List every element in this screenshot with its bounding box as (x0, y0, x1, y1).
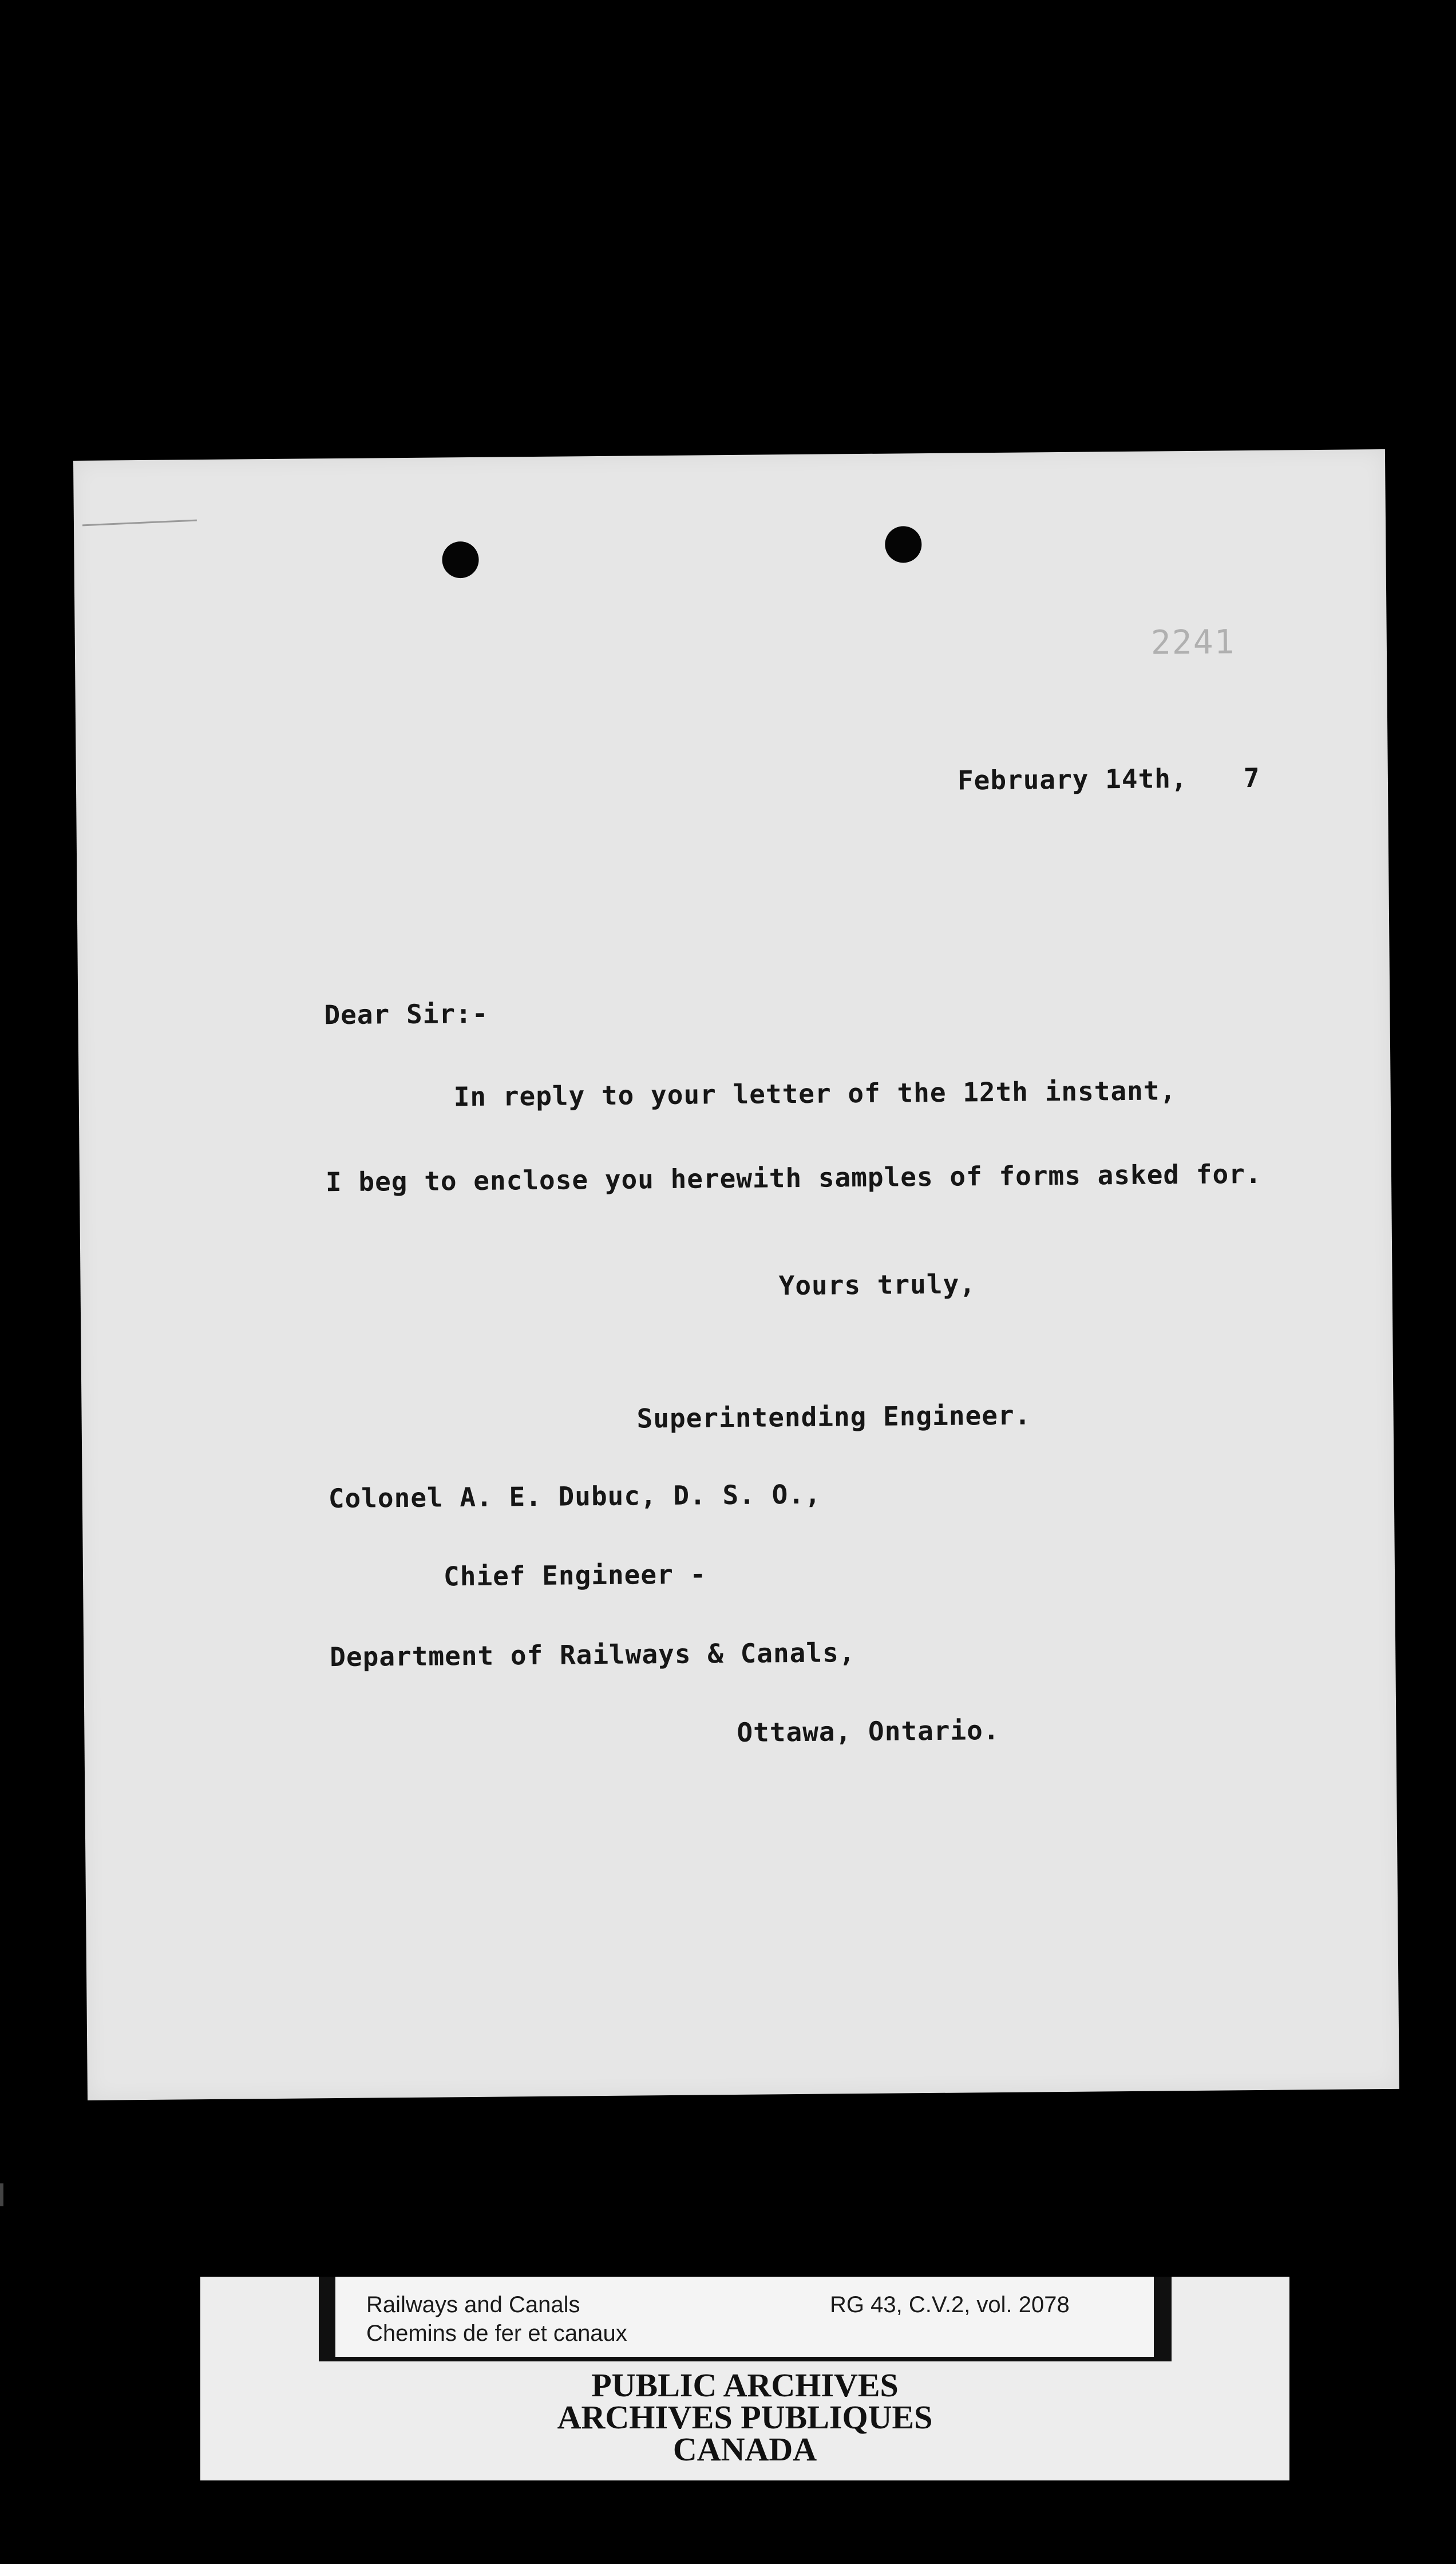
letter-date: February 14th, (957, 763, 1188, 796)
collection-name-fr: Chemins de fer et canaux (366, 2321, 627, 2346)
recipient-title: Chief Engineer - (443, 1558, 707, 1592)
institution-line-3: CANADA (672, 2431, 817, 2468)
archive-reference: RG 43, C.V.2, vol. 2078 (830, 2292, 1070, 2317)
institution-line-2: ARCHIVES PUBLIQUES (557, 2399, 933, 2436)
institution-line-1: PUBLIC ARCHIVES (591, 2367, 899, 2404)
punch-hole-left (442, 541, 479, 579)
recipient-city: Ottawa, Ontario. (737, 1714, 1000, 1748)
film-edge-mark (0, 2183, 3, 2206)
letter-page (73, 449, 1399, 2100)
collection-name-en: Railways and Canals (366, 2292, 580, 2317)
recipient-department: Department of Railways & Canals, (330, 1637, 856, 1673)
recipient-name: Colonel A. E. Dubuc, D. S. O., (328, 1478, 821, 1514)
punch-hole-right (885, 526, 922, 563)
body-line-2: I beg to enclose you herewith samples of forms asked for. (325, 1158, 1262, 1198)
body-line-1: In reply to your letter of the 12th instant, (453, 1075, 1177, 1113)
closing: Yours truly, (778, 1268, 976, 1301)
file-number-stamp: 2241 (1150, 622, 1236, 662)
archive-label (200, 2277, 1289, 2480)
institution-name (200, 2369, 1289, 2466)
page-scratch-mark (82, 520, 197, 527)
letter-date-mark: 7 (1243, 762, 1260, 794)
salutation: Dear Sir:- (324, 998, 489, 1031)
signer-title: Superintending Engineer. (636, 1399, 1031, 1434)
collection-name (366, 2290, 627, 2348)
